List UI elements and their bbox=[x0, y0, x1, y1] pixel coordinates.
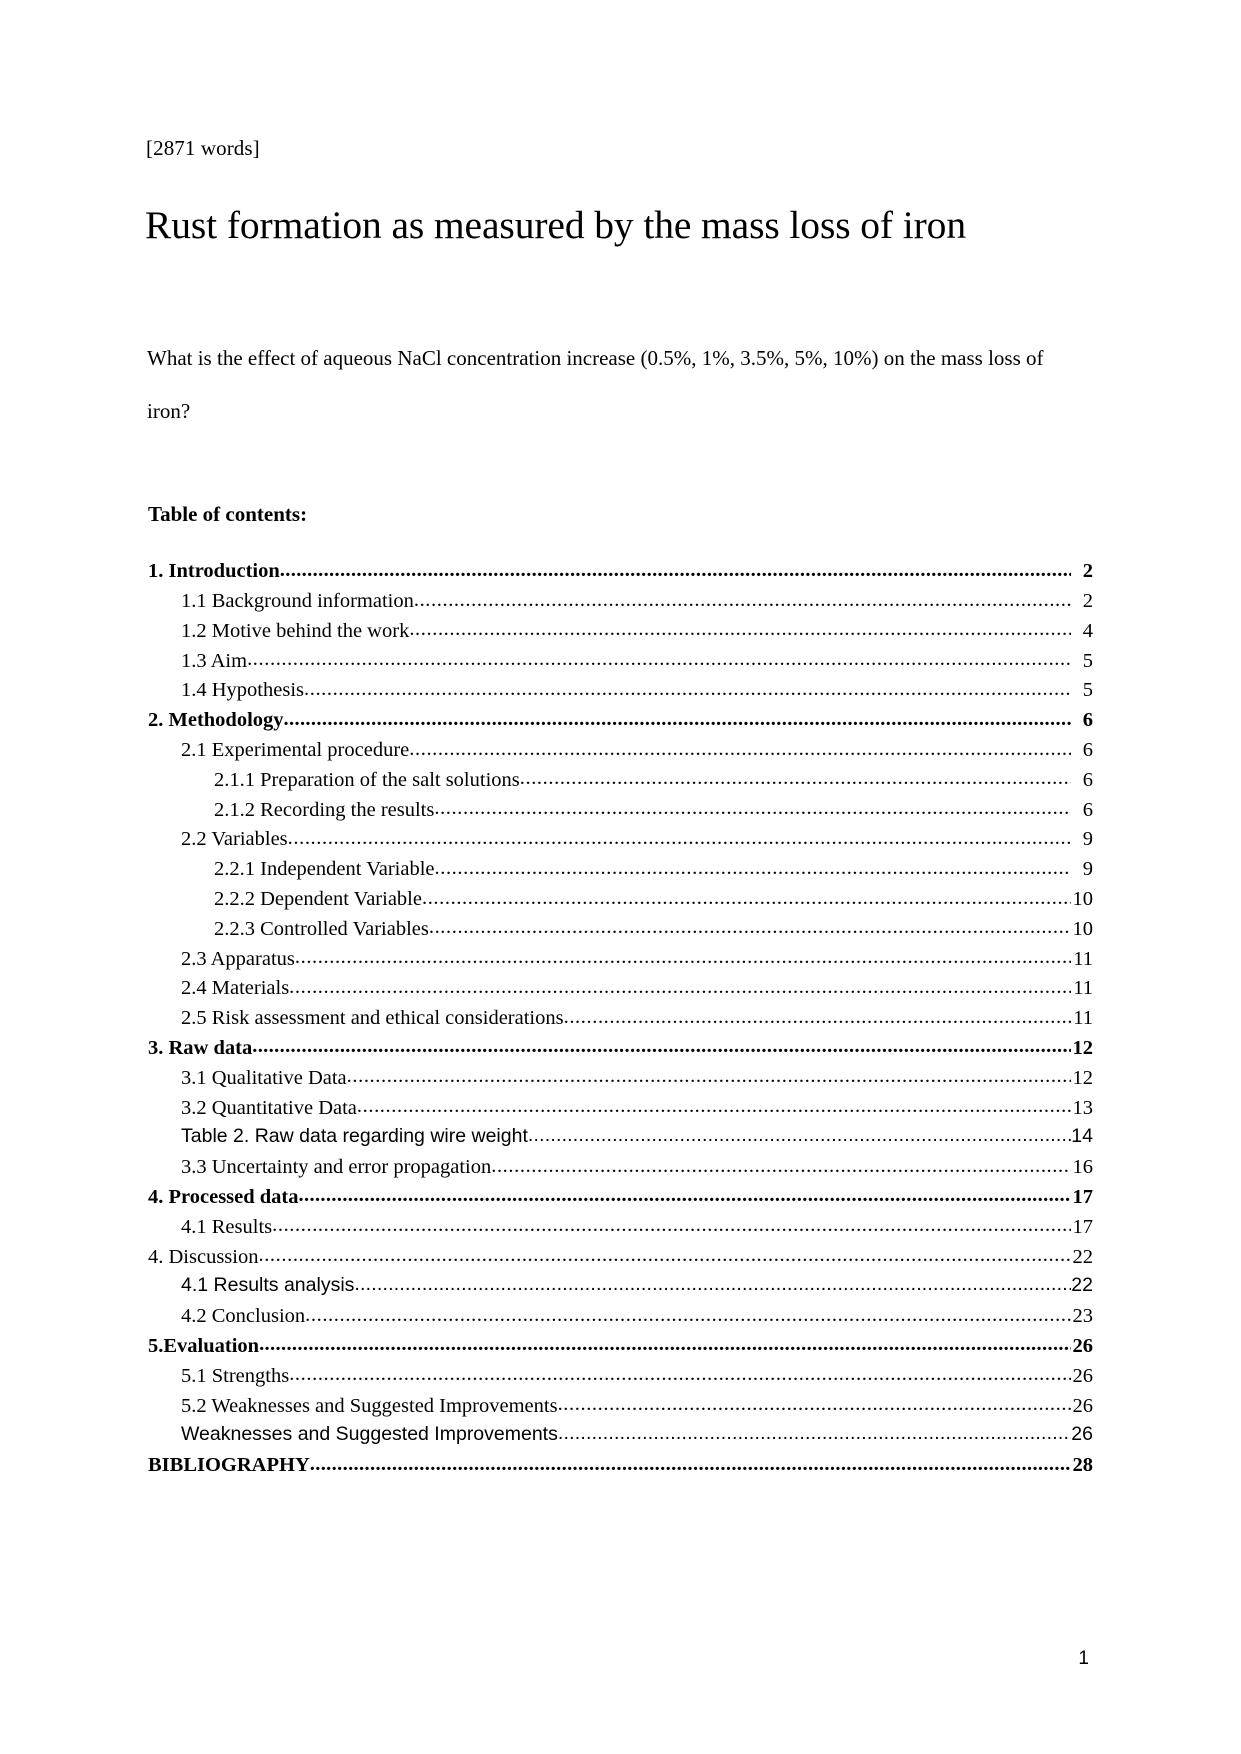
toc-entry-label: 4.1 Results analysis bbox=[181, 1276, 355, 1297]
toc-leader-dots bbox=[272, 1217, 1071, 1236]
toc-entry[interactable] bbox=[148, 1187, 1093, 1217]
toc-entry-page-number: 10 bbox=[1072, 889, 1093, 910]
toc-entry-page-number: 6 bbox=[1082, 740, 1093, 762]
toc-entry-page-number: 12 bbox=[1072, 1037, 1093, 1059]
toc-entry[interactable] bbox=[148, 1038, 1093, 1068]
toc-entry[interactable] bbox=[148, 740, 1093, 770]
toc-leader-dots bbox=[409, 621, 1071, 640]
toc-leader-dots bbox=[295, 949, 1071, 968]
toc-entry-page-number: 23 bbox=[1072, 1306, 1093, 1328]
toc-leader-dots bbox=[429, 919, 1071, 938]
toc-entry-label: Weaknesses and Suggested Improvements bbox=[181, 1425, 558, 1446]
toc-entry-label: 2.2 Variables bbox=[181, 829, 288, 851]
toc-entry-label: 4.2 Conclusion bbox=[181, 1306, 306, 1328]
toc-leader-dots bbox=[409, 740, 1071, 759]
toc-entry-page-number: 13 bbox=[1072, 1097, 1093, 1119]
toc-entry[interactable] bbox=[148, 651, 1093, 681]
toc-leader-dots bbox=[422, 889, 1071, 908]
toc-leader-dots bbox=[252, 1038, 1071, 1057]
toc-leader-dots bbox=[258, 1247, 1071, 1266]
toc-entry[interactable] bbox=[148, 1425, 1093, 1455]
toc-entry-page-number: 14 bbox=[1071, 1127, 1093, 1148]
toc-entry-label: 2.5 Risk assessment and ethical considerations bbox=[181, 1008, 564, 1030]
toc-entry-page-number: 9 bbox=[1082, 859, 1093, 881]
toc-entry-page-number: 26 bbox=[1072, 1335, 1093, 1357]
toc-entry-label: 2.1.2 Recording the results bbox=[214, 799, 435, 821]
toc-leader-dots bbox=[347, 1068, 1071, 1087]
page-title: Rust formation as measured by the mass loss of iron bbox=[145, 203, 966, 247]
toc-entry-label: 3. Raw data bbox=[148, 1037, 253, 1059]
word-count-note: [2871 words] bbox=[146, 136, 260, 160]
toc-entry-label: BIBLIOGRAPHY bbox=[148, 1455, 310, 1477]
toc-entry-page-number: 2 bbox=[1082, 561, 1093, 583]
toc-entry-page-number: 22 bbox=[1071, 1276, 1093, 1297]
toc-entry[interactable] bbox=[148, 1396, 1093, 1426]
toc-entry-page-number: 17 bbox=[1072, 1186, 1093, 1208]
toc-leader-dots bbox=[558, 1396, 1071, 1415]
toc-entry[interactable] bbox=[148, 889, 1093, 919]
toc-entry-page-number: 5 bbox=[1082, 650, 1093, 672]
toc-leader-dots bbox=[305, 1306, 1071, 1325]
toc-entry-page-number: 11 bbox=[1073, 978, 1093, 1000]
toc-leader-dots bbox=[564, 1008, 1071, 1027]
toc-entry-page-number: 22 bbox=[1072, 1246, 1093, 1268]
toc-entry[interactable] bbox=[148, 978, 1093, 1008]
toc-leader-dots bbox=[520, 770, 1071, 789]
toc-entry[interactable] bbox=[148, 1157, 1093, 1187]
toc-entry[interactable] bbox=[148, 621, 1093, 651]
toc-entry-label: 2. Methodology bbox=[148, 710, 284, 732]
toc-entry[interactable] bbox=[148, 591, 1093, 621]
toc-entry-page-number: 6 bbox=[1082, 799, 1093, 821]
toc-leader-dots bbox=[284, 710, 1071, 729]
toc-entry-label: 4. Processed data bbox=[148, 1186, 299, 1208]
toc-leader-dots bbox=[288, 829, 1071, 848]
footer-page-number: 1 bbox=[1078, 1648, 1089, 1669]
toc-entry-label: 2.4 Materials bbox=[181, 978, 290, 1000]
toc-entry-label: 3.2 Quantitative Data bbox=[181, 1097, 357, 1119]
toc-entry[interactable] bbox=[148, 1098, 1093, 1128]
toc-entry[interactable] bbox=[148, 800, 1093, 830]
toc-entry[interactable] bbox=[148, 1366, 1093, 1396]
toc-entry-label: Table 2. Raw data regarding wire weight bbox=[181, 1127, 528, 1148]
toc-entry-label: 2.2.2 Dependent Variable bbox=[214, 889, 422, 910]
research-question: What is the effect of aqueous NaCl concentration increase (0.5%, 1%, 3.5%, 5%, 10%) on the mass loss of iron? bbox=[147, 346, 1044, 424]
toc-entry-page-number: 11 bbox=[1073, 1008, 1093, 1030]
toc-entry-label: 5.Evaluation bbox=[148, 1335, 260, 1357]
toc-entry-page-number: 4 bbox=[1082, 620, 1093, 642]
toc-entry-label: 4. Discussion bbox=[148, 1246, 259, 1268]
toc-entry-page-number: 6 bbox=[1082, 769, 1093, 791]
toc-leader-dots bbox=[435, 859, 1072, 878]
toc-entry[interactable] bbox=[148, 1068, 1093, 1098]
toc-entry-label: 5.1 Strengths bbox=[181, 1365, 290, 1387]
toc-leader-dots bbox=[289, 1366, 1071, 1385]
toc-entry-page-number: 16 bbox=[1072, 1157, 1093, 1179]
toc-entry-page-number: 11 bbox=[1073, 948, 1093, 970]
toc-entry[interactable] bbox=[148, 1247, 1093, 1277]
toc-leader-dots bbox=[357, 1098, 1071, 1117]
toc-entry-label: 1.1 Background information bbox=[181, 591, 414, 613]
toc-entry-label: 1.2 Motive behind the work bbox=[181, 620, 410, 642]
toc-entry[interactable] bbox=[148, 710, 1093, 740]
toc-entry-label: 2.1 Experimental procedure bbox=[181, 740, 410, 762]
toc-leader-dots bbox=[528, 1127, 1071, 1145]
toc-leader-dots bbox=[310, 1455, 1071, 1474]
toc-entry-page-number: 17 bbox=[1072, 1216, 1093, 1238]
toc-entry[interactable] bbox=[148, 680, 1093, 710]
toc-entry[interactable] bbox=[148, 949, 1093, 979]
toc-entry[interactable] bbox=[148, 1127, 1093, 1157]
toc-entry[interactable] bbox=[148, 829, 1093, 859]
toc-entry-label: 2.2.3 Controlled Variables bbox=[214, 918, 429, 940]
toc-entry-page-number: 12 bbox=[1072, 1067, 1093, 1089]
toc-entry-page-number: 5 bbox=[1082, 680, 1093, 702]
toc-entry-page-number: 26 bbox=[1071, 1425, 1093, 1446]
toc-entry-label: 2.3 Apparatus bbox=[181, 948, 295, 970]
toc-entry-label: 1.4 Hypothesis bbox=[181, 680, 304, 702]
toc-entry[interactable] bbox=[148, 1276, 1093, 1306]
toc-leader-dots bbox=[304, 680, 1071, 699]
toc-entry-label: 1.3 Aim bbox=[181, 650, 248, 672]
toc-entry[interactable] bbox=[148, 1336, 1093, 1366]
toc-entry[interactable] bbox=[148, 770, 1093, 800]
toc-entry[interactable] bbox=[148, 859, 1093, 889]
toc-leader-dots bbox=[299, 1187, 1071, 1206]
toc-entry[interactable] bbox=[148, 919, 1093, 949]
toc-entry-page-number: 6 bbox=[1082, 710, 1093, 732]
toc-leader-dots bbox=[414, 591, 1071, 610]
toc-entry-page-number: 10 bbox=[1072, 918, 1093, 940]
toc-leader-dots bbox=[491, 1157, 1071, 1176]
table-of-contents-heading: Table of contents: bbox=[148, 502, 308, 527]
toc-entry-label: 2.2.1 Independent Variable bbox=[214, 859, 435, 881]
toc-leader-dots bbox=[247, 651, 1071, 670]
toc-entry[interactable] bbox=[148, 1455, 1093, 1485]
toc-entry-label: 4.1 Results bbox=[181, 1216, 273, 1238]
toc-entry-page-number: 9 bbox=[1082, 829, 1093, 851]
toc-entry-label: 2.1.1 Preparation of the salt solutions bbox=[214, 769, 520, 791]
toc-entry-page-number: 28 bbox=[1072, 1455, 1093, 1477]
toc-leader-dots bbox=[259, 1336, 1071, 1355]
toc-leader-dots bbox=[434, 800, 1071, 819]
toc-entry-page-number: 26 bbox=[1072, 1395, 1093, 1417]
toc-leader-dots bbox=[280, 561, 1071, 580]
toc-entry[interactable] bbox=[148, 1306, 1093, 1336]
toc-entry-label: 1. Introduction bbox=[148, 561, 280, 583]
toc-entry-page-number: 2 bbox=[1082, 591, 1093, 613]
toc-entry[interactable] bbox=[148, 1217, 1093, 1247]
toc-leader-dots bbox=[558, 1425, 1071, 1443]
toc-entry[interactable] bbox=[148, 561, 1093, 591]
toc-leader-dots bbox=[289, 978, 1071, 997]
toc-leader-dots bbox=[354, 1276, 1071, 1294]
toc-entry-page-number: 26 bbox=[1072, 1365, 1093, 1387]
toc-entry-label: 3.1 Qualitative Data bbox=[181, 1067, 347, 1089]
table-of-contents bbox=[148, 561, 1093, 1485]
toc-entry-label: 5.2 Weaknesses and Suggested Improvements bbox=[181, 1395, 558, 1417]
toc-entry[interactable] bbox=[148, 1008, 1093, 1038]
toc-entry-label: 3.3 Uncertainty and error propagation bbox=[181, 1157, 492, 1179]
